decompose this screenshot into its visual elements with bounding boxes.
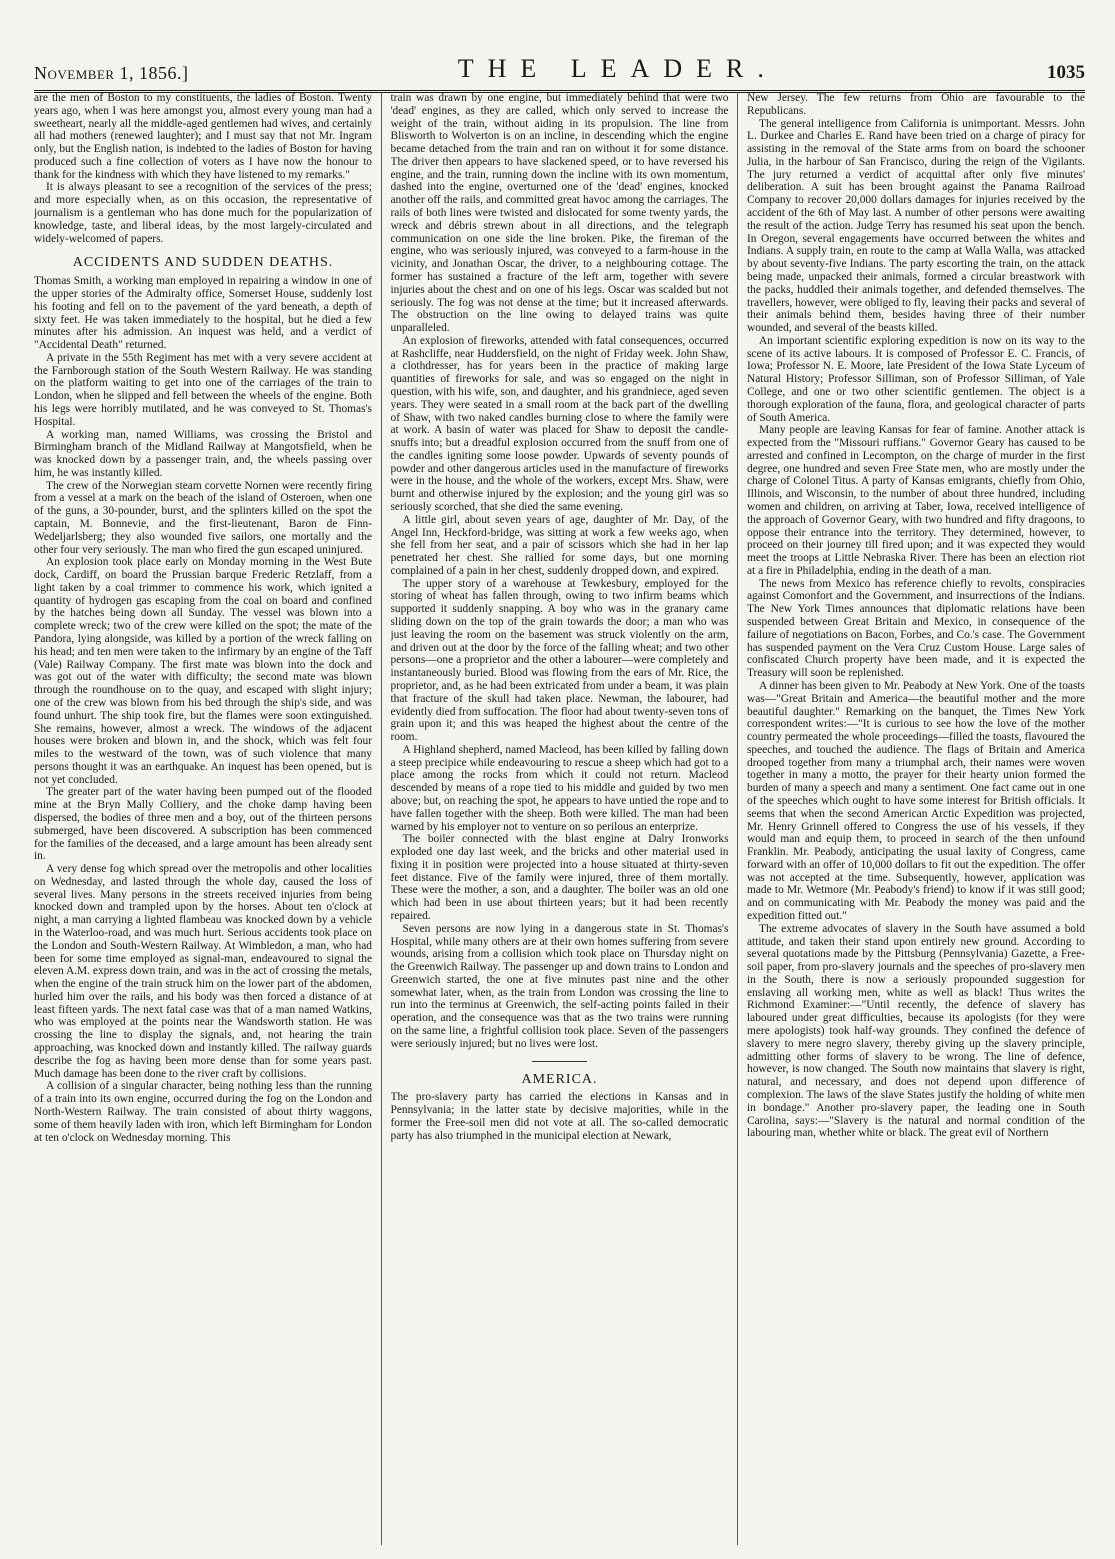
article-paragraph: It is always pleasant to see a recognition of the services of the press; and more especially when, as on this occasion, the representative of journalism is a gentleman who has done much for the popularization of knowledge, taste, and liberal ideas, by the most largely-circulated and widely-welcomed of papers. [34, 181, 372, 245]
page-number: 1035 [1047, 62, 1085, 83]
issue-date: November 1, 1856.] [34, 63, 189, 83]
article-paragraph: A private in the 55th Regiment has met with a very severe accident at the Farnborough station of the South Western Railway. He was standing on the platform waiting to get into one of the carriages of the train to London, when he slipped and fell between the wheels of the engine. Both his legs were horribly mutilated, and he was conveyed to St. Thomas's Hospital. [34, 351, 372, 428]
section-rule [532, 1061, 587, 1062]
column-right [747, 92, 1085, 1545]
article-paragraph: New Jersey. The few returns from Ohio are favourable to the Republicans. [747, 92, 1085, 117]
article-paragraph: An explosion of fireworks, attended with fatal consequences, occurred at Rashcliffe, near Huddersfield, on the night of Friday week. John Shaw, a clothdresser, has for years been in the practice of making large quantities of fireworks for sale, and was so engaged on the night in question, with his wife, son, and daughter, and his grandniece, aged seven years. They were seated in a small room at the back part of the dwelling of Shaw, with two naked candles burning close to where the family were at work. A basin of water was placed for Shaw to deposit the candle-snuffs into; but a dreadful explosion occurred from the snuff from one of the candles igniting some loose powder. Upwards of seventy pounds of powder and other dangerous articles used in the manufacture of fireworks were in the house, and the whole of the workers, except Mrs. Shaw, were burnt and otherwise injured by the explosion; and the young girl was so seriously scorched, that she died the same evening. [390, 334, 729, 513]
article-paragraph: train was drawn by one engine, but immediately behind that were two 'dead' engines, as they are called, which only served to increase the weight of the train, without aiding in its propulsion. The line from Blisworth to Wolverton is on an incline, in descending which the engine became detached from the train and ran on without it for some distance. The driver then appears to have slackened speed, or to have reversed his engine, and the train, running down the incline with its own momentum, dashed into the engine, overturned one of the 'dead' engines, knocked another off the rails, and committed great havoc among the carriages. The rails of both lines were twisted and dislocated for some twenty yards, the wreck and débris strewn about in all directions, and the telegraph communication on one side the line broken. Pike, the fireman of the engine, who was seriously injured, was conveyed to a farm-house in the vicinity, and Jonathan Oscar, the driver, to a neighbouring cottage. The former has sustained a fracture of the left arm, together with severe injuries about the chest and on one of his legs. Oscar was scalded but not seriously. The fog was not dense at the time; but it increased afterwards. The obstruction on the line owing to delayed trains was quite unparalleled. [390, 92, 729, 335]
article-paragraph: A working man, named Williams, was crossing the Bristol and Birmingham branch of the Midland Railway at Mangotsfield, when he was knocked down by a passenger train, and, the wheels passing over him, he was instantly killed. [34, 428, 372, 479]
column-divider [381, 92, 382, 1545]
column-divider [737, 92, 738, 1545]
article-paragraph: are the men of Boston to my constituents, the ladies of Boston. Twenty years ago, when I was here amongst you, almost every young man had a sweetheart, nearly all the middle-aged gentlemen had wives, and certainly all had mothers (renewed laughter); and I must say that not Mr. Ingram only, but the English nation, is indebted to the ladies of Boston for having produced such a fine collection of voters as I have now the honour to thank for the kindness with which they have listened to my remarks." [34, 92, 372, 181]
column-middle [391, 92, 729, 1545]
article-paragraph: A little girl, about seven years of age, daughter of Mr. Day, of the Angel Inn, Heckford-bridge, was sitting at work a few weeks ago, when she fell from her seat, and a pair of scissors which she had in her lap penetrated her chest. She rallied for some days, but one morning complained of a pain in her chest, suddenly dropped down, and expired. [390, 513, 729, 577]
article-paragraph: An important scientific exploring expedition is now on its way to the scene of its active labours. It is composed of Professor E. C. Francis, of Iowa; Professor N. E. Moore, late President of the Iowa State Lyceum of Natural History; Professor Silliman, son of Professor Silliman, of Yale College, and one or two other scientific gentlemen. The object is a thorough exploration of the fauna, flora, and geological character of parts of South America. [747, 334, 1085, 424]
article-paragraph: The extreme advocates of slavery in the South have assumed a bold attitude, and taken their stand upon entirely new ground. According to several quotations made by the Pittsburg (Pennsylvania) Gazette, a Free-soil paper, from pro-slavery journals and the speeches of pro-slavery men in the South, there is now a seriously propounded suggestion for enslaving all working men, white as well as black! Thus writes the Richmond Examiner:—"Until recently, the defence of slavery has laboured under great difficulties, because its apologists (for they were mere apologists) took half-way grounds. They confined the defence of slavery to mere negro slavery, thereby giving up the slavery principle, admitting other forms of slavery to be wrong. The line of defence, however, is now changed. The South now maintains that slavery is right, natural, and necessary, and does not depend upon difference of complexion. The laws of the slave States justify the holding of white men in bondage." Another pro-slavery paper, the leading one in South Carolina, says:—"Slavery is the natural and normal condition of the labouring man, whether white or black. The great evil of Northern [747, 922, 1085, 1140]
newspaper-title: THE LEADER. [457, 54, 778, 83]
article-paragraph: Thomas Smith, a working man employed in repairing a window in one of the upper stories of the Admiralty office, Somerset House, suddenly lost his footing and fell on to the pavement of the yard beneath, a depth of sixty feet. He was taken immediately to the hospital, but he died a few minutes after his admission. An inquest was held, and a verdict of "Accidental Death" returned. [34, 275, 372, 352]
column-left [34, 92, 372, 1545]
article-paragraph: The crew of the Norwegian steam corvette Nornen were recently firing from a vessel at a mark on the beach of the island of Osteroen, when one of the guns, a 30-pounder, burst, and the splinters killed on the spot the captain, M. Bonnevie, and the first-lieutenant, Baron de Finn-Wedeljarlsberg; they also wounded five sailors, one mortally and the other four very seriously. The man who fired the gun escaped uninjured. [34, 479, 372, 556]
article-paragraph: The boiler connected with the blast engine at Dalry Ironworks exploded one day last week, and the bricks and other material used in fixing it in position were projected into a house situated at thirty-seven feet distance. Five of the family were injured, three of them mortally. These were the mother, a son, and a daughter. The boiler was an old one which had been in use about thirteen years; but it had been recently repaired. [390, 833, 729, 922]
article-paragraph: The general intelligence from California is unimportant. Messrs. John L. Durkee and Charles E. Rand have been tried on a charge of piracy for assisting in the removal of the State arms from on board the schooner Julia, in the harbour of San Francisco, during the reign of the Vigilants. The jury returned a verdict of acquittal after only five minutes' deliberation. A suit has been brought against the Panama Railroad Company to recover 20,000 dollars damages for injuries received by the accident of the 6th of May last. A number of other persons were awaiting the result of the action. Judge Terry has resumed his seat upon the bench. In Oregon, several engagements have occurred between the whites and Indians. A supply train, en route to the camp at Walla Walla, was attacked by about seventy-five Indians. The party escorting the train, on the attack being made, unpacked their animals, formed a circular breastwork with the packs, huddled their animals together, and defended themselves. The travellers, however, were obliged to fly, leaving their packs and several of their animals behind them, besides having three of their number wounded, and several of the beasts killed. [747, 117, 1085, 335]
article-paragraph: The upper story of a warehouse at Tewkesbury, employed for the storing of wheat has fallen through, owing to two infirm beams which supported it suddenly snapping. A boy who was in the granary came sliding down on the top of the grain towards the door; a man who was just leaving the room on the basement was struck violently on the arm, and driven out at the door by the force of the falling wheat; and two other persons—one a proprietor and the other a labourer—were completely and instantaneously buried. Blood was flowing from the ears of Mr. Rice, the proprietor, and, as he had been extricated from under a beam, it was plain that fracture of the skull had taken place. Newman, the labourer, had evidently died from suffocation. The floor had about twenty-seven tons of grain upon it; and this was heaped the highest about the centre of the room. [390, 577, 729, 744]
article-paragraph: Seven persons are now lying in a dangerous state in St. Thomas's Hospital, while many others are at their own homes suffering from severe wounds, arising from a collision which took place on Thursday night on the Greenwich Railway. The passenger up and down trains to London and Greenwich started, the one at five minutes past nine and the other somewhat later, when, as the train from London was crossing the line to run into the terminus at Greenwich, the self-acting points failed in their operation, and the consequence was that as the two trains were running on the same line, a frightful collision took place. Seven of the passengers were seriously injured; but no lives were lost. [390, 922, 729, 1050]
article-paragraph: A collision of a singular character, being nothing less than the running of a train into its own engine, occurred during the fog on the London and North-Western Railway. The train consisted of about thirty waggons, some of them heavily laden with iron, which left Birmingham for London at ten o'clock on Wednesday morning. This [34, 1080, 372, 1144]
article-paragraph: The greater part of the water having been pumped out of the flooded mine at the Bryn Mally Colliery, and the choke damp having been dispersed, the bodies of three men and a boy, out of the thirteen persons submerged, have been discovered. A subscription has been commenced for the families of the deceased, and a large amount has been already sent in. [34, 786, 372, 863]
article-paragraph: The pro-slavery party has carried the elections in Kansas and in Pennsylvania; in the latter state by decisive majorities, while in the former the Free-soil men did not vote at all. The so-called democratic party has also triumphed in the municipal election at Newark, [390, 1091, 729, 1142]
article-paragraph: A very dense fog which spread over the metropolis and other localities on Wednesday, and lasted through the whole day, caused the loss of several lives. Many persons in the streets received injuries from being knocked down and trampled upon by the horses. About ten o'clock at night, a man carrying a lighted flambeau was knocked down by a vehicle in the Waterloo-road, and was much hurt. Serious accidents took place on the London and South-Western Railway. At Wimbledon, a man, who had been for some time employed as signal-man, endeavoured to signal the eleven A.M. express down train, and was in the act of crossing the metals, when the engine of the train struck him on the lower part of the abdomen, hurled him over the rails, and his body was then forced a distance of at least fifteen yards. The next fatal case was that of a man named Watkins, who was employed at the points near the Wandsworth station. He was crossing the line to display the signals, and, not hearing the train approaching, was knocked down and instantly killed. The railway guards describe the fog as having been more dense than for some years past. Much damage has been done to the river craft by collisions. [34, 863, 372, 1080]
article-paragraph: The news from Mexico has reference chiefly to revolts, conspiracies against Comonfort and the Government, and insurrections of the Indians. The New York Times announces that diplomatic relations have been suspended between Great Britain and Mexico, in consequence of the failure of negotiations on Bacon, Forbes, and Co.'s case. The Government has suspended payment on the Vera Cruz Custom House. Large sales of confiscated Church property have been made, and it is expected the Treasury will soon be replenished. [747, 577, 1085, 680]
article-paragraph: A Highland shepherd, named Macleod, has been killed by falling down a steep precipice while endeavouring to rescue a sheep which had got to a place among the rocks from which it could not return. Macleod descended by means of a rope tied to his middle and guided by two men above; but, on reaching the spot, he appears to have untied the rope and to have fallen together with the sheep. Both were killed. The man had been warned by his employer not to venture on so perilous an enterprize. [390, 743, 729, 833]
article-paragraph: A dinner has been given to Mr. Peabody at New York. One of the toasts was—"Great Britain and America—the beautiful mother and the more beautiful daughter." Remarking on the banquet, the Times New York correspondent writes:—"It is curious to see how the love of the mother country permeated the whole proceedings—filled the toasts, flavoured the speeches, and touched the audience. The flags of Britain and America drooped together from many a triumphal arch, their names were woven together in many a motto, the prayer for their hearty union formed the burden of many a speech and many a sentiment. One fact came out in one of the speeches which ought to have some interest for British officials. It seems that when the second American Arctic Expedition was projected, Mr. Henry Grinnell offered to Congress the use of his vessels, if they would man and equip them, to proceed in search of the then unfound Franklin. Mr. Peabody, anticipating the usual laxity of Congress, came forward with an offer of 10,000 dollars to fit out the expedition. The offer was not accepted at the time. Subsequently, however, application was made to Mr. Wetmore (Mr. Peabody's friend) to know if it was still good; and on communicating with Mr. Peabody the money was paid and the expedition fitted out." [747, 679, 1085, 922]
page-header [34, 48, 1085, 93]
article-paragraph: Many people are leaving Kansas for fear of famine. Another attack is expected from the "Missouri ruffians." Governor Geary has caused to be arrested and confined in Lecompton, on the charge of murder in the first degree, one hundred and seven Free State men, who are mostly under the charge of Colonel Titus. A party of Kansas emigrants, chiefly from Ohio, Illinois, and Wisconsin, to the number of about three hundred, including women and children, on arriving at Taber, Iowa, received intelligence of the approach of Governor Geary, with two hundred and fifty dragoons, to oppose their entrance into the territory. They determined, however, to proceed on their journey till fired upon; and it was expected they would meet the troops at Little Nebraska River. There has been an election riot at a fire in Philadelphia, ending in the death of a man. [747, 424, 1085, 577]
section-heading: AMERICA. [521, 1071, 598, 1087]
section-heading: ACCIDENTS AND SUDDEN DEATHS. [72, 255, 334, 271]
article-paragraph: An explosion took place early on Monday morning in the West Bute dock, Cardiff, on board the Prussian barque Frederic Retzlaff, from a light taken by a coal trimmer to commence his work, which ignited a quantity of hydrogen gas escaping from the coal on board and confined by the hatches being down all Sunday. The vessel was blown into a complete wreck; two of the crew were killed on the spot; the mate of the Pandora, lying alongside, was killed by a portion of the wreck falling on his head; and ten men were taken to the infirmary by an engine of the Taff (Vale) Railway Company. The first mate was blown into the dock and was got out of the water with difficulty; the second mate was blown through the roundhouse on to the quay, and escaped with slight injury; one of the crew was blown from his bed through the ship's side, and was found unhurt. The ship took fire, but the flames were soon extinguished. She remains, however, almost a wreck. The windows of the adjacent houses were broken and blown in, and the shock, which was felt four miles to the westward of the town, was of such violence that many persons thought it was an earthquake. An inquest has been opened, but is not yet concluded. [34, 556, 372, 786]
article-columns [34, 92, 1085, 1545]
